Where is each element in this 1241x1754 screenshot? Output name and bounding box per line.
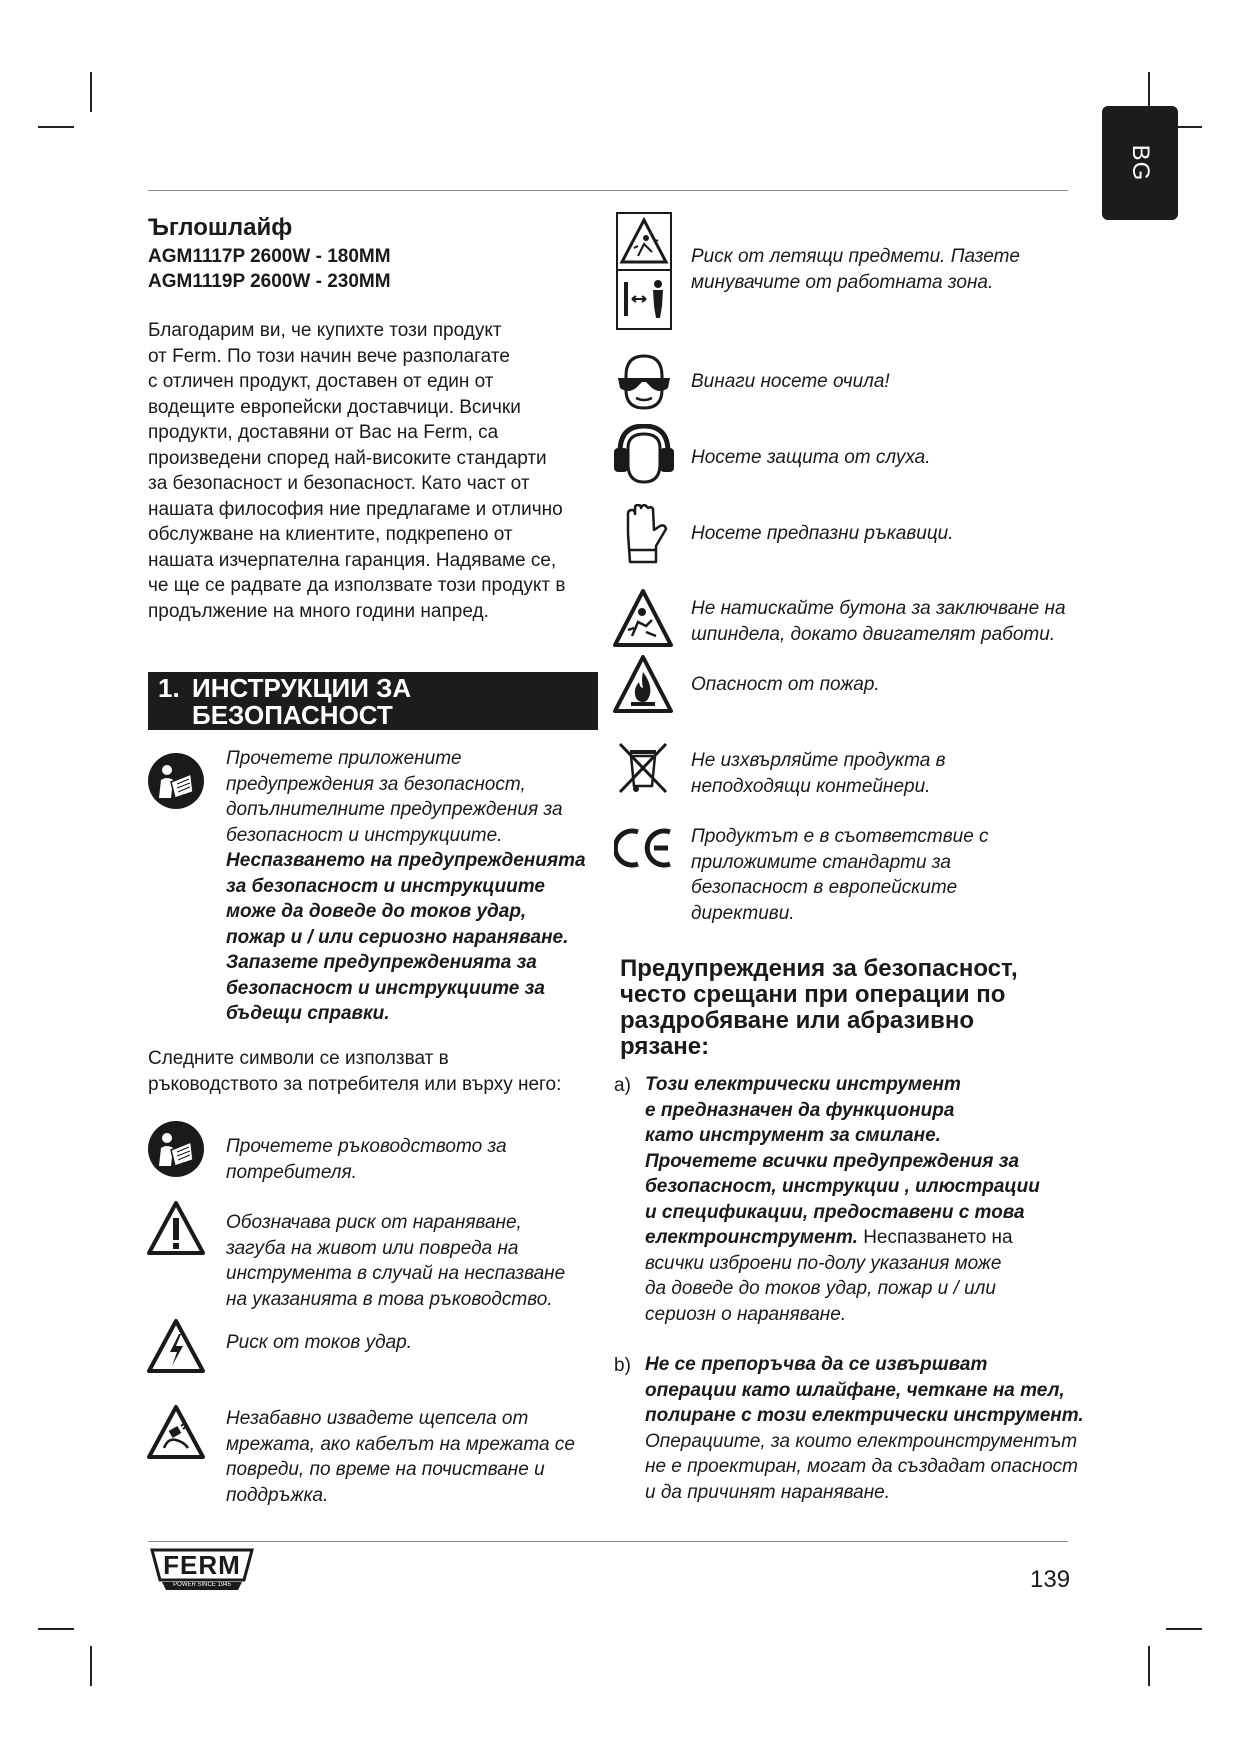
symbol-description: Риск от токов удар. (226, 1332, 412, 1353)
crop-mark (90, 72, 92, 112)
electric-shock-icon (146, 1318, 206, 1374)
spindle-lock-icon (612, 588, 674, 648)
symbol-description: Винаги носете очила! (691, 371, 890, 392)
top-rule (148, 190, 1068, 191)
ear-protection-icon (612, 424, 676, 486)
crop-mark (90, 1646, 92, 1686)
intro-paragraph: Благодарим ви, че купихте този продукт от Ferm. По този начин вече разполагате с отличен продукт, доставен от един от водещите европейски доставчици. Всички продукти, доставяни от Вас на Ferm, са произведени според най-високите стандарти за безопасност и безопасност. Като част от нашата философия ние предлагаме и отлично обслужване на клиентите, подкрепено от нашата изчерпателна гаранция. Надяваме се, че ще се радвате да използвате този продукт в продължение на много години напред. (148, 320, 566, 622)
section-heading-bar: 1. ИНСТРУКЦИИ ЗА БЕЗОПАСНОСТ (148, 672, 598, 730)
ce-mark-icon (614, 826, 674, 870)
language-tab: BG (1102, 106, 1178, 220)
unplug-icon (146, 1404, 206, 1460)
symbol-description: Обозначава риск от нараняване, загуба на живот или повреда на инструмента в случай на неспазване на указанията в това ръководство. (226, 1212, 566, 1310)
read-manual-icon (147, 752, 205, 810)
symbol-description: Незабавно извадете щепсела от мрежата, ако кабелът на мрежата се повреди, по време на почистване и поддръжка. (226, 1408, 575, 1506)
fire-icon (612, 654, 674, 714)
model-line: AGM1119P 2600W - 230MM (148, 271, 391, 292)
symbol-description: Прочетете ръководството за потребителя. (226, 1136, 507, 1183)
flying-objects-icon (616, 212, 672, 330)
symbol-description: Носете предпазни ръкавици. (691, 523, 954, 544)
list-label: b) (614, 1355, 631, 1376)
gloves-icon (622, 504, 668, 564)
ferm-logo: FERM POWER SINCE 1945 (148, 1548, 256, 1592)
page-number: 139 (1030, 1566, 1071, 1593)
symbol-description: Не натискайте бутона за заключване на шпиндела, докато двигателят работи. (691, 598, 1066, 645)
crop-mark (38, 1628, 74, 1630)
list-item: Този електрически инструмент е предназначен да функционира като инструмент за смилане. Прочетете всички предупреждения за безопасност, инструкции , илюстрации и спецификации, предоставени с това електроинструмент. Неспазването на всички изброени по-долу указания може да доведе до токов удар, пожар и / или сериозн о нараняване. (645, 1074, 1040, 1325)
model-line: AGM1117P 2600W - 180MM (148, 246, 391, 267)
list-label: a) (614, 1075, 631, 1096)
safety-glasses-icon (614, 352, 674, 412)
crop-mark (1166, 1628, 1202, 1630)
bottom-rule (148, 1541, 1068, 1542)
list-item: Не се препоръчва да се извършват операции като шлайфане, четкане на тел, полиране с този електрически инструмент. Операциите, за които електроинструментът не е проектиран, могат да създадат опасност и да причинят нараняване. (645, 1354, 1084, 1503)
crop-mark (1148, 1646, 1150, 1686)
symbol-description: Не изхвърляйте продукта в неподходящи контейнери. (691, 750, 946, 797)
crop-mark (38, 126, 74, 128)
symbol-description: Опасност от пожар. (691, 674, 880, 695)
symbol-description: Риск от летящи предмети. Пазете минувачите от работната зона. (691, 246, 1021, 293)
symbol-description: Продуктът е в съответствие с приложимите стандарти за безопасност в европейските директиви. (691, 826, 989, 924)
safety-warning-text: Прочетете приложените предупреждения за безопасност, допълнителните предупреждения за безопасност и инструкциите. Неспазването на предупрежденията за безопасност и инструкциите може да доведе до токов удар, пожар и / или сериозно нараняване. Запазете предупрежденията за безопасност и инструкциите за бъдещи справки. (226, 748, 586, 1024)
page-title: Ъглошлайф (148, 214, 293, 241)
wheelie-bin-icon (616, 740, 670, 796)
read-manual-icon (147, 1120, 205, 1178)
section-subheading: Предупреждения за безопасност, често срещани при операции по раздробяване или абразивно рязане: (620, 955, 1018, 1060)
symbol-description: Носете защита от слуха. (691, 447, 931, 468)
symbols-intro: Следните символи се използват в ръководството за потребителя или върху него: (148, 1048, 562, 1095)
warning-triangle-icon (146, 1200, 206, 1256)
